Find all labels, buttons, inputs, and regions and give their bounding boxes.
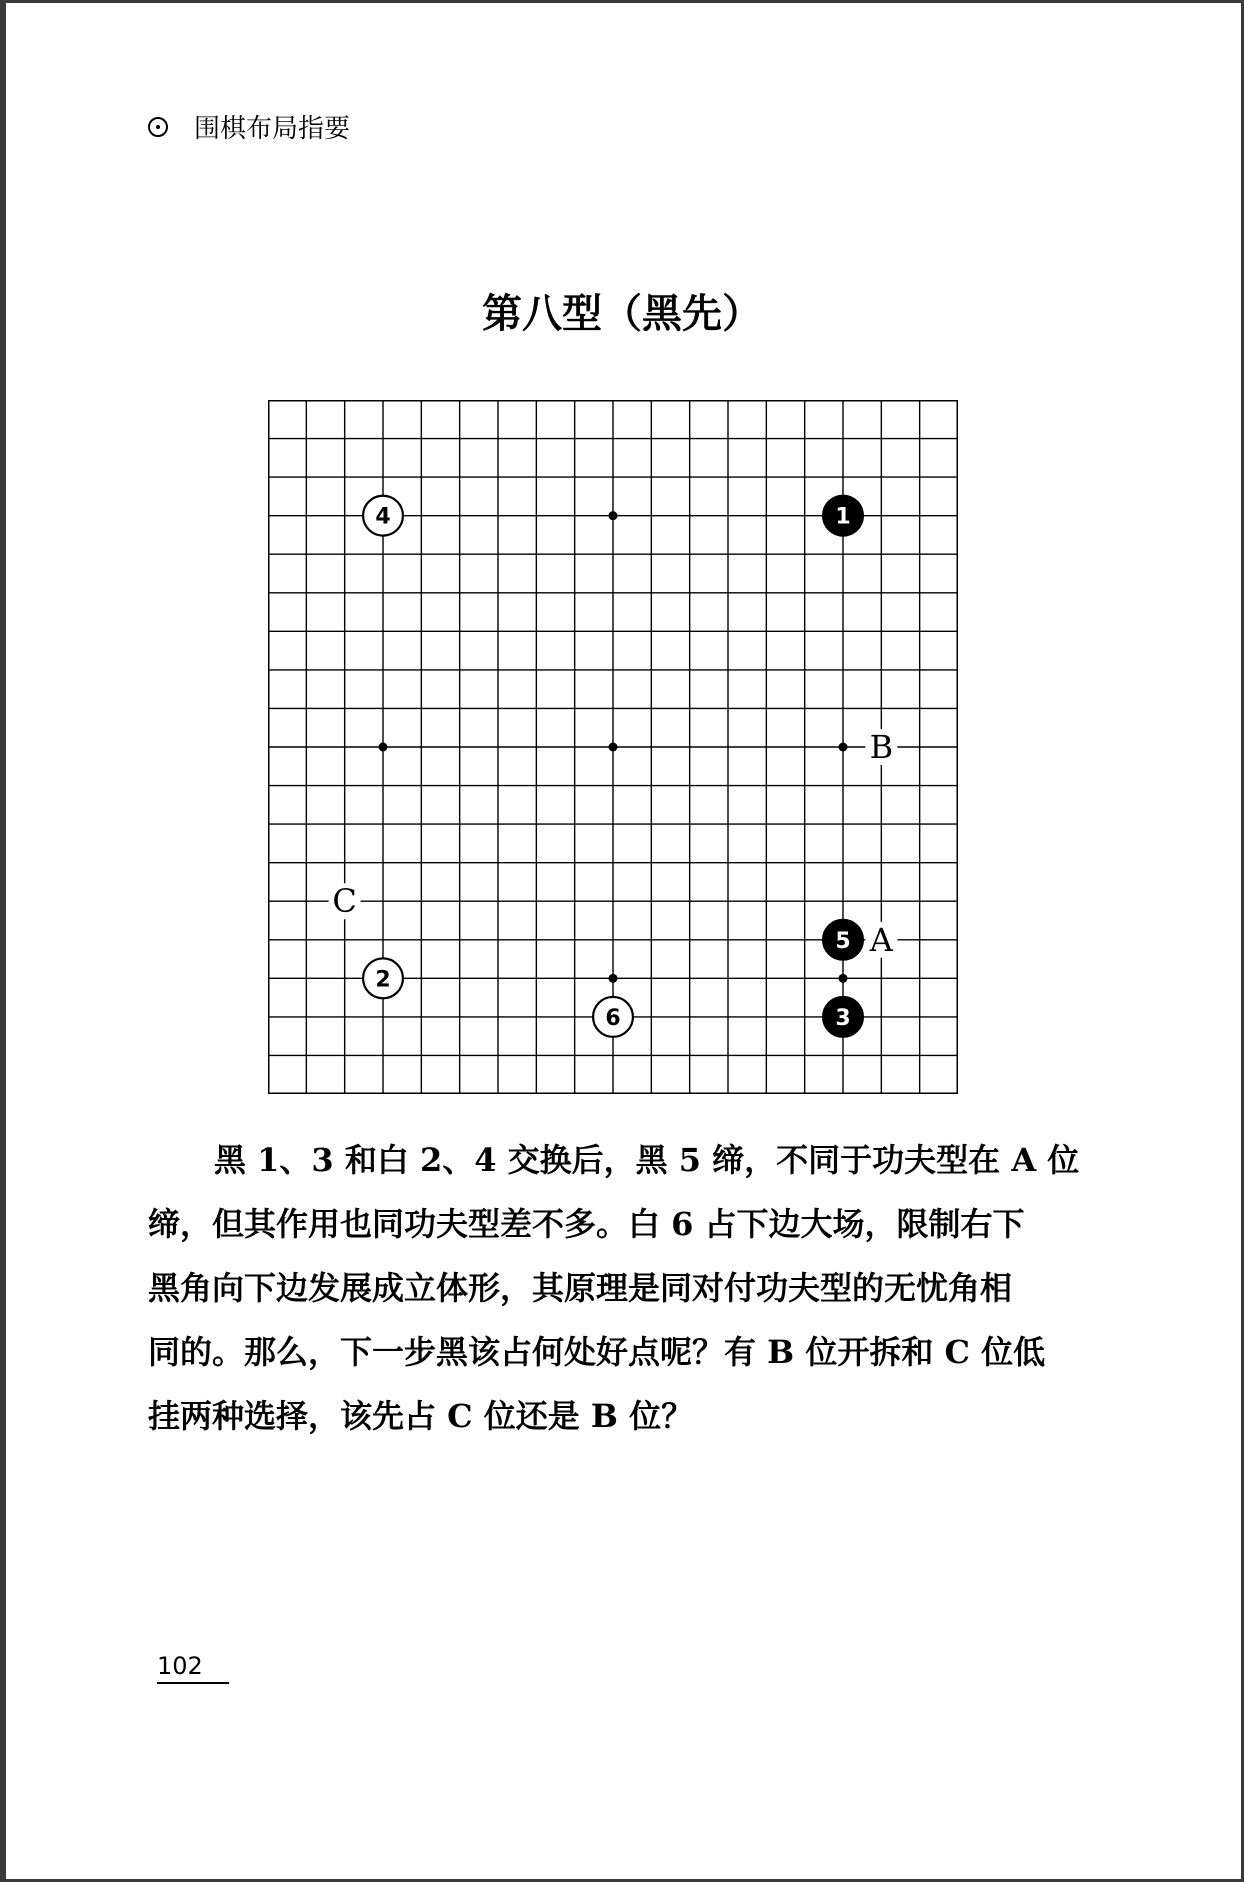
star-point — [379, 743, 388, 752]
paragraph-line: 挂两种选择，该先占 C 位还是 B 位？ — [148, 1397, 694, 1435]
running-title: 围棋布局指要 — [194, 114, 351, 144]
star-point — [839, 743, 848, 752]
star-point — [609, 511, 618, 520]
board-mark-b — [865, 728, 897, 766]
stone-number: 1 — [835, 504, 851, 530]
stone-number: 4 — [375, 504, 391, 530]
board-mark-a — [865, 921, 897, 959]
paragraph-line: 缔，但其作用也同功夫型差不多。白 6 占下边大场，限制右下 — [148, 1205, 1025, 1243]
paragraph-line: 黑角向下边发展成立体形，其原理是同对付功夫型的无忧角相 — [148, 1269, 1013, 1307]
star-point — [609, 743, 618, 752]
black-stone-5 — [823, 920, 863, 960]
star-point — [839, 974, 848, 983]
star-point — [609, 974, 618, 983]
go-diagram — [268, 400, 958, 1094]
board-mark-c — [329, 882, 361, 920]
stone-number: 6 — [605, 1005, 621, 1031]
body-paragraph — [148, 1128, 1090, 1448]
page-number: 102 — [157, 1652, 229, 1684]
board-mark-label: B — [869, 728, 894, 766]
stone-number: 5 — [835, 928, 851, 954]
white-stone-2 — [363, 958, 403, 998]
paragraph-line: 同的。那么，下一步黑该占何处好点呢？有 B 位开拆和 C 位低 — [148, 1333, 1046, 1371]
board-mark-label: C — [332, 882, 357, 921]
black-stone-1 — [823, 496, 863, 536]
board-mark-label: A — [869, 920, 893, 959]
stone-number: 3 — [835, 1005, 851, 1031]
white-stone-4 — [363, 496, 403, 536]
black-stone-3 — [823, 997, 863, 1037]
bullet-circle-icon — [148, 117, 168, 137]
white-stone-6 — [593, 997, 633, 1037]
running-header — [148, 108, 350, 145]
chapter-title: 第八型（黑先） — [482, 290, 762, 337]
stone-number: 2 — [375, 967, 391, 993]
paragraph-line: 黑 1、3 和白 2、4 交换后，黑 5 缔，不同于功夫型在 A 位 — [214, 1141, 1080, 1179]
